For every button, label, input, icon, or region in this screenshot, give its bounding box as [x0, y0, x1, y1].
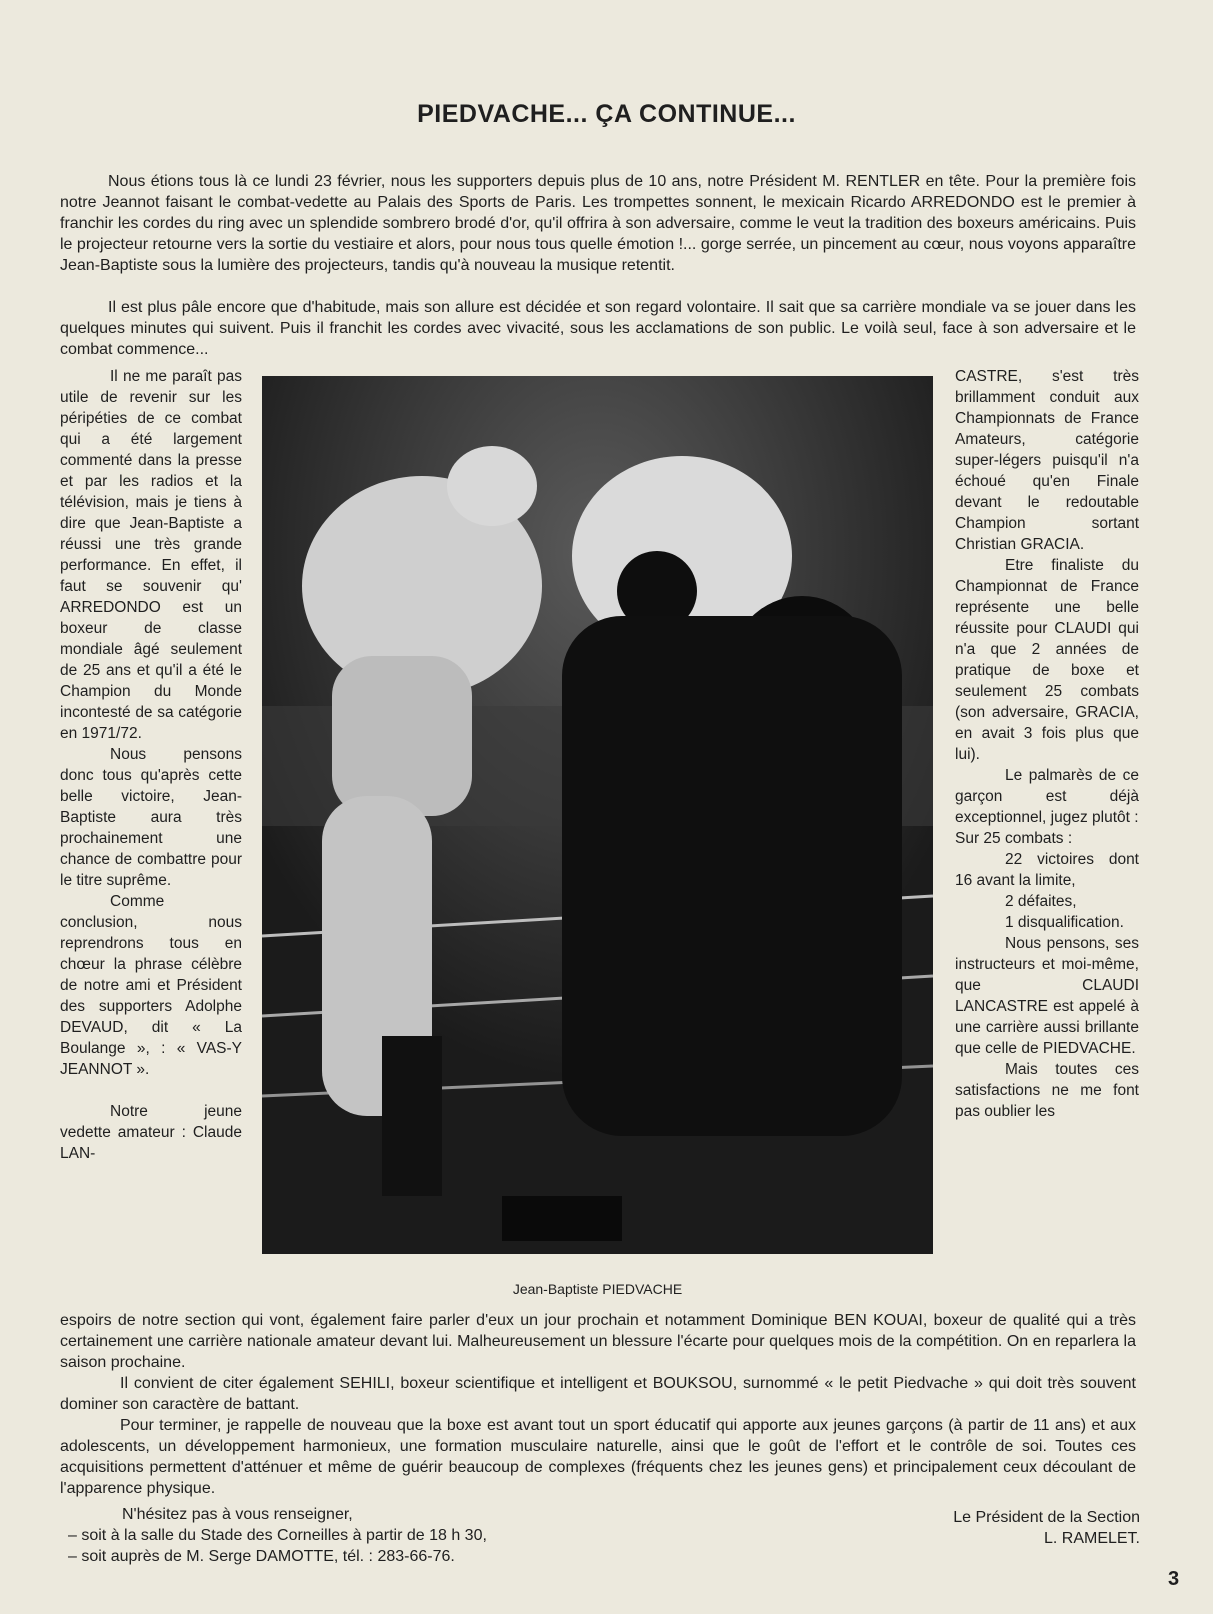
contact-info — [68, 1504, 487, 1567]
bottom-text — [60, 1310, 1136, 1499]
contact-line-2: – soit à la salle du Stade des Corneilles à partir de 18 h 30, — [68, 1527, 487, 1544]
right-paragraph-2: Etre finaliste du Championnat de France représente une belle réussite pour CLAUDI qui n'a que 2 années de pratique de boxe et seulement 25 combats (son adversaire, GRACIA, en avait 3 fois plus que lui). — [955, 557, 1139, 763]
intro-paragraph-2: Il est plus pâle encore que d'habitude, mais son allure est décidée et son regard volontaire. Il sait que sa carrière mondiale va se jouer dans les quelques minutes qui suivent. Puis il franchit les cordes avec vivacité, sous les acclamations de son public. Le voilà seul, face à son adversaire et le combat commence... — [60, 299, 1136, 358]
page-number: 3 — [1168, 1568, 1180, 1590]
right-paragraph-3: Le palmarès de ce garçon est déjà exceptionnel, jugez plutôt : — [955, 767, 1139, 826]
contact-line-1: N'hésitez pas à vous renseigner, — [122, 1506, 353, 1523]
left-paragraph-1: Il ne me paraît pas utile de revenir sur les péripéties de ce combat qui a été largement commenté dans la presse et par les radios et la télévision, mais je tiens à dire que Jean-Baptiste a réussi une très grande performance. En effet, il faut se souvenir qu' ARREDONDO est un boxeur de classe mondiale âgé seulement de 25 ans et qu'il a été le Champion du Monde incontesté de sa catégorie en 1971/72. — [60, 368, 242, 742]
left-paragraph-4: Notre jeune vedette amateur : Claude LAN- — [60, 1103, 242, 1162]
boxing-photo — [262, 376, 933, 1254]
right-paragraph-4: Nous pensons, ses instructeurs et moi-même, que CLAUDI LANCASTRE est appelé à une carrière aussi brillante que celle de PIEDVACHE. — [955, 935, 1139, 1057]
bottom-paragraph-1: espoirs de notre section qui vont, également faire parler d'eux un jour prochain et notamment Dominique BEN KOUAI, boxeur de qualité qui a très certainement une carrière nationale amateur devant lui. Malheureusement un blessure l'écarte pour quelques mois de la compétition. On en reparlera la saison prochaine. — [60, 1312, 1136, 1371]
photo-caption: Jean-Baptiste PIEDVACHE — [512, 1281, 683, 1297]
boxing-photo-illustration — [262, 376, 933, 1254]
right-paragraph-1: CASTRE, s'est très brillamment conduit aux Championnats de France Amateurs, catégorie super-légers puisqu'il n'a échoué qu'en Finale devant le redoutable Champion sortant Christian GRACIA. — [955, 368, 1139, 553]
record-losses: 2 défaites, — [1005, 893, 1077, 910]
signature-name: L. RAMELET. — [1043, 1530, 1140, 1547]
intro-paragraph-1: Nous étions tous là ce lundi 23 février, nous les supporters depuis plus de 10 ans, notre Président M. RENTLER en tête. Pour la première fois notre Jeannot faisant le combat-vedette au Palais des Sports de Paris. Les trompettes sonnent, le mexicain Ricardo ARREDONDO est le premier à franchir les cordes du ring avec un splendide sombrero brodé d'or, qu'il offrira à son adversaire, comme le veut la tradition des boxeurs américains. Puis le projecteur retourne vers la sortie du vestiaire et alors, pour nous tous quelle émotion !... gorge serrée, un pincement au cœur, nous voyons apparaître Jean-Baptiste sous la lumière des projecteurs, tandis qu'à nouveau la musique retentit. — [60, 173, 1136, 274]
signature-title: Le Président de la Section — [953, 1509, 1140, 1526]
right-paragraph-5: Mais toutes ces satisfactions ne me font pas oublier les — [955, 1061, 1139, 1120]
record-title: Sur 25 combats : — [955, 830, 1073, 847]
left-paragraph-3: Comme conclusion, nous reprendrons tous en chœur la phrase célèbre de notre ami et Président des supporters Adolphe DEVAUD, dit « La Boulange », : « VAS-Y JEANNOT ». — [60, 893, 242, 1078]
left-column — [60, 366, 242, 1164]
left-paragraph-2: Nous pensons donc tous qu'après cette belle victoire, Jean-Baptiste aura très prochainement une chance de combattre pour le titre suprême. — [60, 746, 242, 889]
signature — [880, 1507, 1140, 1549]
contact-line-3: – soit auprès de M. Serge DAMOTTE, tél. : 283-66-76. — [68, 1548, 455, 1565]
article-title: PIEDVACHE... ÇA CONTINUE... — [417, 100, 796, 128]
record-wins: 22 victoires dont 16 avant la limite, — [955, 851, 1139, 889]
bottom-paragraph-3: Pour terminer, je rappelle de nouveau que la boxe est avant tout un sport éducatif qui apporte aux jeunes garçons (à partir de 11 ans) et aux adolescents, un développement harmonieux, une formation musculaire naturelle, ainsi que le goût de l'effort et le contrôle de soi. Toutes ces acquisitions permettent d'atténuer et même de guérir beaucoup de complexes (fréquents chez les jeunes gens) et principalement ceux découlant de l'apparence physique. — [60, 1417, 1136, 1497]
bottom-paragraph-2: Il convient de citer également SEHILI, boxeur scientifique et intelligent et BOUKSOU, surnommé « le petit Piedvache » qui doit très souvent dominer son caractère de battant. — [60, 1375, 1136, 1413]
right-column — [955, 366, 1139, 1122]
record-disqualification: 1 disqualification. — [1005, 914, 1124, 931]
